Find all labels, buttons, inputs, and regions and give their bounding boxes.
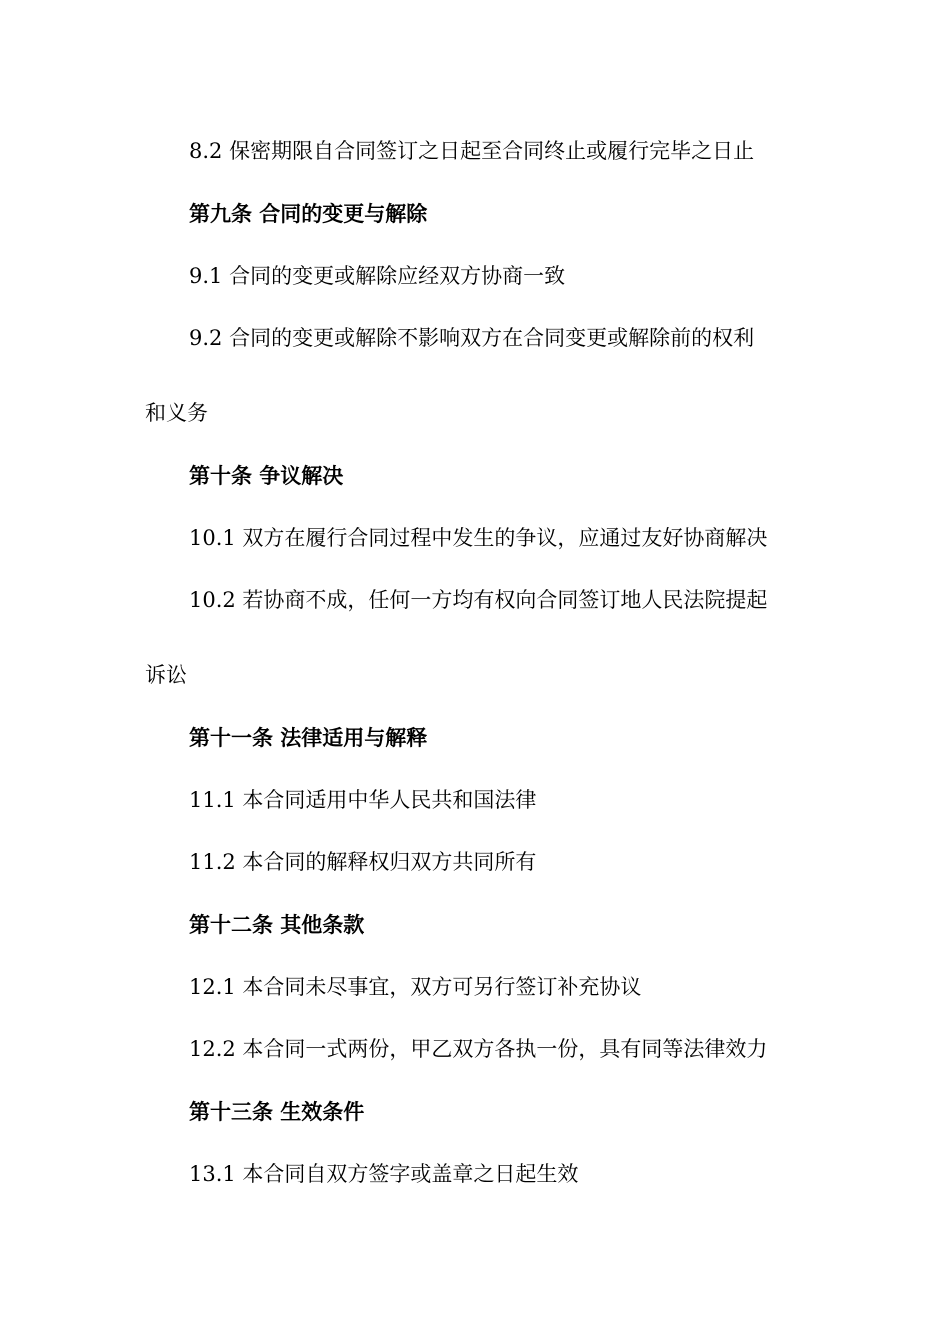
clause-11-1: 11.1 本合同适用中华人民共和国法律 (189, 788, 537, 812)
clause-9-2: 9.2 合同的变更或解除不影响双方在合同变更或解除前的权利 (189, 326, 755, 350)
article-9-heading: 第九条 合同的变更与解除 (189, 201, 428, 226)
article-12-heading: 第十二条 其他条款 (189, 912, 365, 937)
article-13-heading: 第十三条 生效条件 (189, 1099, 365, 1124)
clause-12-1: 12.1 本合同未尽事宜，双方可另行签订补充协议 (189, 975, 642, 999)
clause-10-2-continuation: 诉讼 (145, 663, 187, 687)
clause-8-2: 8.2 保密期限自合同签订之日起至合同终止或履行完毕之日止 (189, 139, 755, 163)
clause-11-2: 11.2 本合同的解释权归双方共同所有 (189, 850, 537, 874)
clause-9-1: 9.1 合同的变更或解除应经双方协商一致 (189, 264, 566, 288)
clause-13-1: 13.1 本合同自双方签字或盖章之日起生效 (189, 1162, 579, 1186)
clause-10-2: 10.2 若协商不成，任何一方均有权向合同签订地人民法院提起 (189, 588, 768, 612)
clause-9-2-continuation: 和义务 (145, 401, 208, 425)
clause-12-2: 12.2 本合同一式两份，甲乙双方各执一份，具有同等法律效力 (189, 1037, 768, 1061)
article-11-heading: 第十一条 法律适用与解释 (189, 725, 428, 750)
clause-10-1: 10.1 双方在履行合同过程中发生的争议，应通过友好协商解决 (189, 526, 768, 550)
article-10-heading: 第十条 争议解决 (189, 463, 344, 488)
